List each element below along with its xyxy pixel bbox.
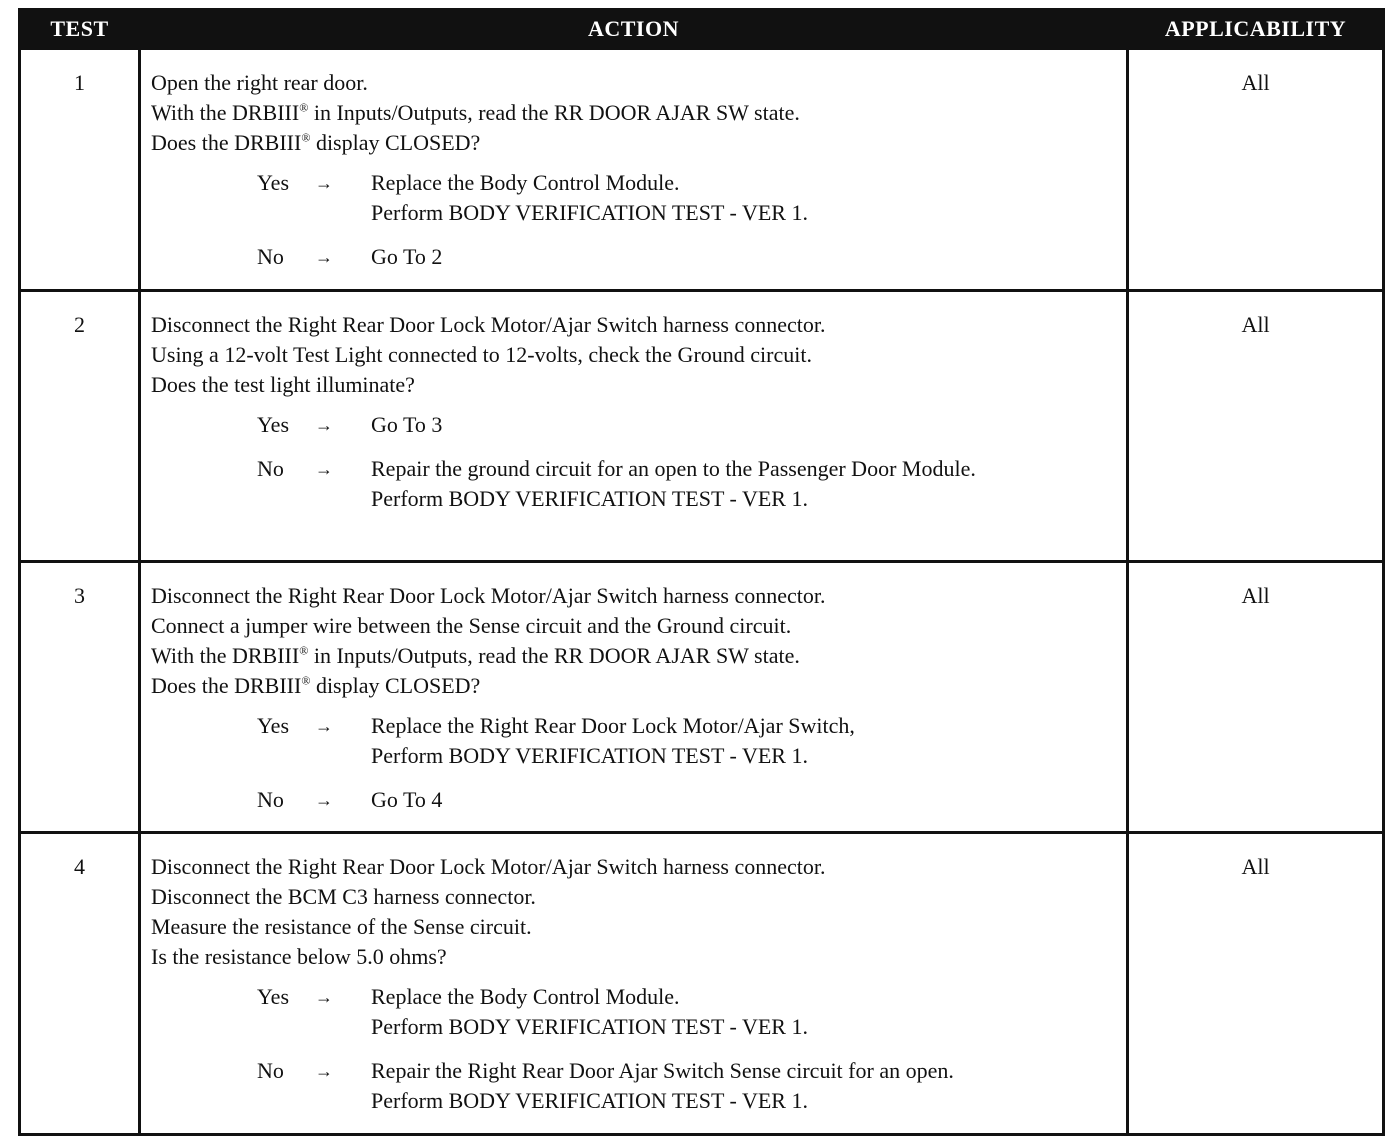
test-row xyxy=(20,291,1384,562)
right-arrow-icon: → xyxy=(315,790,333,810)
outcome-list xyxy=(257,711,1118,815)
action-step: Disconnect the Right Rear Door Lock Motor/Ajar Switch harness connector. xyxy=(151,312,826,337)
registered-mark: ® xyxy=(301,673,311,688)
outcome-no xyxy=(257,454,1118,514)
outcome-result-line: Replace the Body Control Module. xyxy=(371,984,680,1009)
outcome-result-line: Perform BODY VERIFICATION TEST - VER 1. xyxy=(371,1088,808,1113)
action-step: Disconnect the Right Rear Door Lock Motor/Ajar Switch harness connector. xyxy=(151,583,826,608)
registered-mark: ® xyxy=(299,643,309,658)
outcome-result xyxy=(371,168,1118,228)
action-step xyxy=(151,128,1118,158)
outcome-result xyxy=(371,242,1118,272)
right-arrow-icon: → xyxy=(315,716,333,736)
outcome-result-line: Perform BODY VERIFICATION TEST - VER 1. xyxy=(371,1014,808,1039)
action-step-text: With the DRBIII xyxy=(151,643,300,668)
outcome-yes xyxy=(257,711,1118,771)
outcome-answer: Yes xyxy=(257,412,290,437)
outcome-yes xyxy=(257,410,1118,440)
action-step xyxy=(151,641,1118,671)
test-number: 2 xyxy=(20,291,140,562)
test-row xyxy=(20,562,1384,833)
outcome-answer: No xyxy=(257,1058,284,1083)
right-arrow-icon: → xyxy=(315,247,333,267)
outcome-result xyxy=(371,410,1118,440)
action-step-text: display CLOSED? xyxy=(310,130,481,155)
outcome-result-line: Go To 2 xyxy=(371,244,443,269)
action-step xyxy=(151,671,1118,701)
test-row xyxy=(20,49,1384,291)
registered-mark: ® xyxy=(299,100,309,115)
action-step-text: display CLOSED? xyxy=(310,673,481,698)
header-applicability: APPLICABILITY xyxy=(1128,10,1384,49)
test-number: 4 xyxy=(20,833,140,1135)
test-action xyxy=(140,562,1128,833)
test-action xyxy=(140,291,1128,562)
outcome-result-line: Perform BODY VERIFICATION TEST - VER 1. xyxy=(371,200,808,225)
outcome-result-line: Go To 3 xyxy=(371,412,443,437)
outcome-no xyxy=(257,242,1118,272)
diagnostic-test-table xyxy=(18,8,1385,1136)
outcome-answer: Yes xyxy=(257,713,290,738)
outcome-answer: No xyxy=(257,244,284,269)
outcome-result-line: Perform BODY VERIFICATION TEST - VER 1. xyxy=(371,743,808,768)
test-applicability: All xyxy=(1128,833,1384,1135)
action-step: Disconnect the BCM C3 harness connector. xyxy=(151,884,536,909)
header-test: TEST xyxy=(20,10,140,49)
registered-mark: ® xyxy=(301,130,311,145)
test-applicability: All xyxy=(1128,291,1384,562)
action-step: Disconnect the Right Rear Door Lock Motor/Ajar Switch harness connector. xyxy=(151,854,826,879)
action-step: Is the resistance below 5.0 ohms? xyxy=(151,944,447,969)
test-action xyxy=(140,49,1128,291)
outcome-result xyxy=(371,454,1118,514)
action-step: Measure the resistance of the Sense circuit. xyxy=(151,914,532,939)
outcome-list xyxy=(257,410,1118,514)
outcome-answer: No xyxy=(257,456,284,481)
outcome-yes xyxy=(257,982,1118,1042)
right-arrow-icon: → xyxy=(315,1061,333,1081)
outcome-answer: Yes xyxy=(257,984,290,1009)
right-arrow-icon: → xyxy=(315,459,333,479)
outcome-result xyxy=(371,982,1118,1042)
table-header-row xyxy=(20,10,1384,49)
action-step-text: in Inputs/Outputs, read the RR DOOR AJAR SW state. xyxy=(308,643,800,668)
test-number: 1 xyxy=(20,49,140,291)
action-step-text: Does the DRBIII xyxy=(151,673,302,698)
outcome-result xyxy=(371,711,1118,771)
outcome-result xyxy=(371,1056,1118,1116)
action-step: Connect a jumper wire between the Sense circuit and the Ground circuit. xyxy=(151,613,792,638)
outcome-result-line: Repair the Right Rear Door Ajar Switch Sense circuit for an open. xyxy=(371,1058,954,1083)
test-action xyxy=(140,833,1128,1135)
outcome-result xyxy=(371,785,1118,815)
outcome-answer: No xyxy=(257,787,284,812)
outcome-result-line: Replace the Body Control Module. xyxy=(371,170,680,195)
outcome-result-line: Go To 4 xyxy=(371,787,443,812)
outcome-list xyxy=(257,168,1118,272)
outcome-answer: Yes xyxy=(257,170,290,195)
action-step xyxy=(151,98,1118,128)
action-step-text: With the DRBIII xyxy=(151,100,300,125)
test-applicability: All xyxy=(1128,49,1384,291)
action-step-text: in Inputs/Outputs, read the RR DOOR AJAR SW state. xyxy=(308,100,800,125)
test-applicability: All xyxy=(1128,562,1384,833)
right-arrow-icon: → xyxy=(315,987,333,1007)
outcome-result-line: Replace the Right Rear Door Lock Motor/Ajar Switch, xyxy=(371,713,855,738)
right-arrow-icon: → xyxy=(315,173,333,193)
outcome-result-line: Repair the ground circuit for an open to the Passenger Door Module. xyxy=(371,456,976,481)
test-number: 3 xyxy=(20,562,140,833)
action-step: Does the test light illuminate? xyxy=(151,372,415,397)
action-step: Using a 12-volt Test Light connected to 12-volts, check the Ground circuit. xyxy=(151,342,812,367)
outcome-yes xyxy=(257,168,1118,228)
action-step-text: Does the DRBIII xyxy=(151,130,302,155)
outcome-no xyxy=(257,785,1118,815)
right-arrow-icon: → xyxy=(315,415,333,435)
outcome-list xyxy=(257,982,1118,1116)
header-action: ACTION xyxy=(140,10,1128,49)
test-row xyxy=(20,833,1384,1135)
outcome-no xyxy=(257,1056,1118,1116)
table-body xyxy=(20,49,1384,1135)
action-step: Open the right rear door. xyxy=(151,70,368,95)
outcome-result-line: Perform BODY VERIFICATION TEST - VER 1. xyxy=(371,486,808,511)
